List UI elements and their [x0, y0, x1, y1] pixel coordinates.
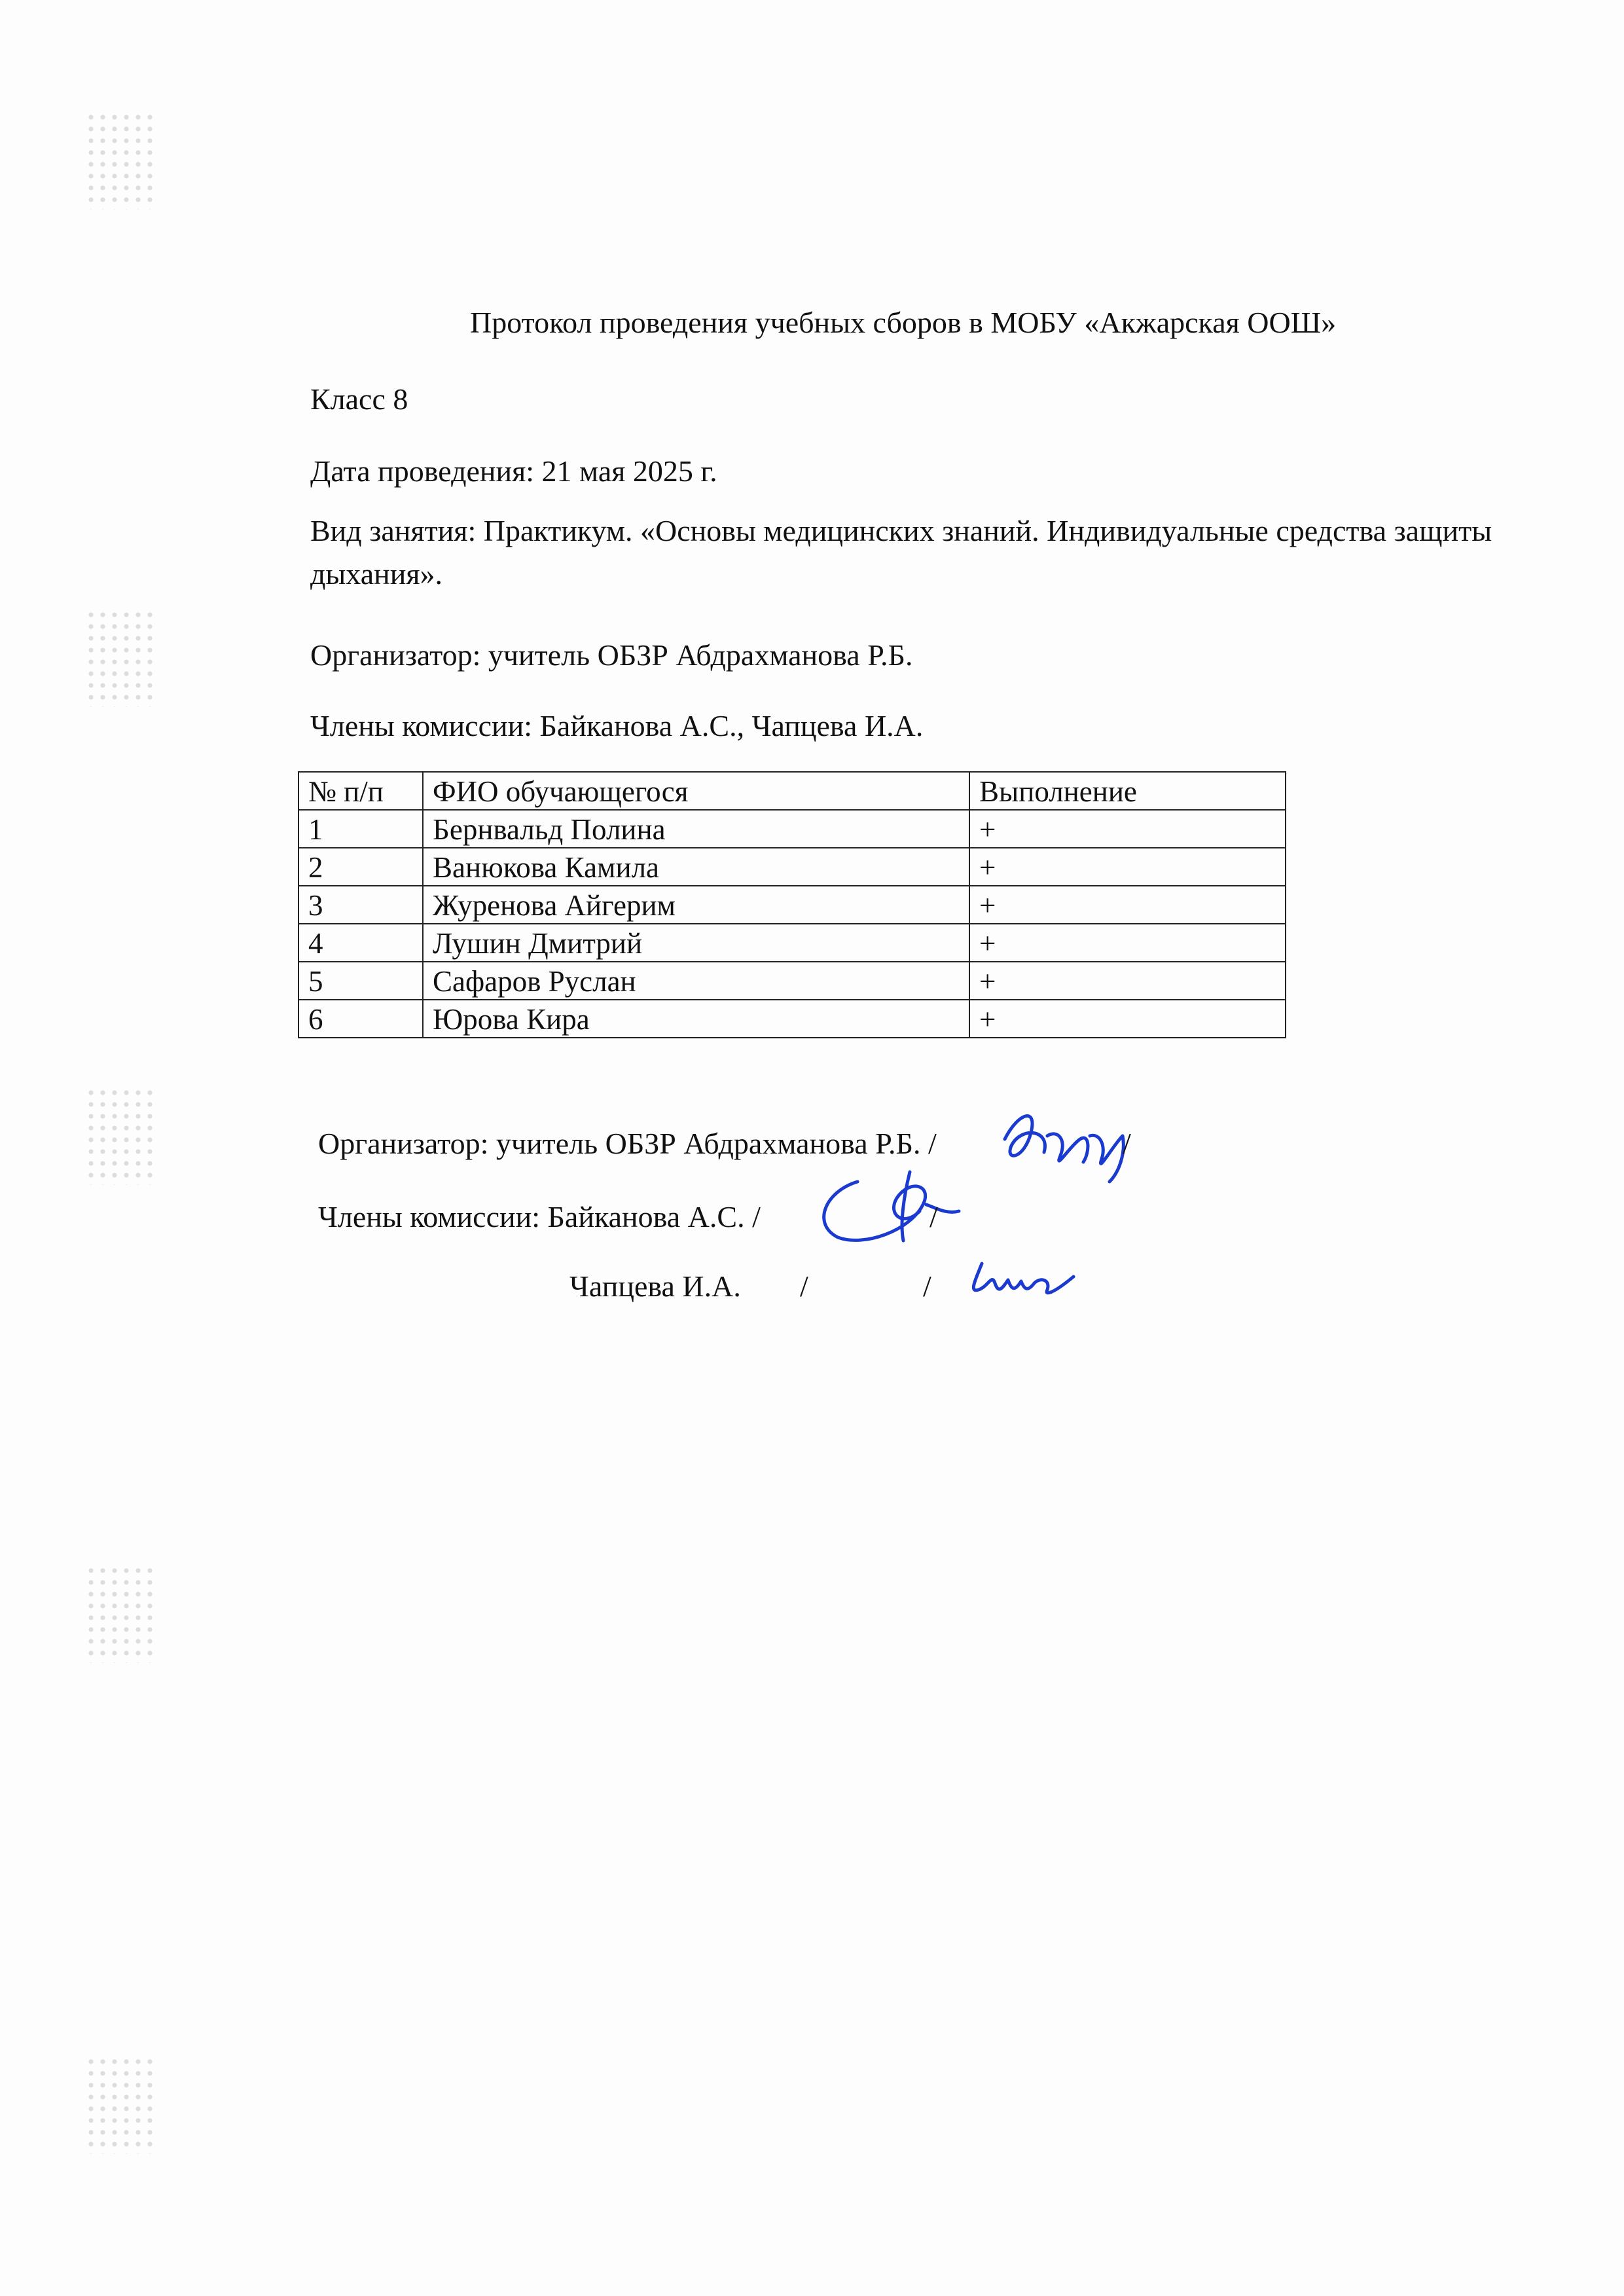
activity-line: Вид занятия: Практикум. «Основы медицинских знаний. Индивидуальные средства защиты дыхания». — [310, 514, 1492, 591]
result-mark: + — [969, 962, 1286, 1000]
header-name: ФИО обучающегося — [423, 772, 969, 810]
result-mark: + — [969, 1000, 1286, 1038]
baikanova-signature — [812, 1165, 969, 1250]
student-name: Лушин Дмитрий — [423, 924, 969, 962]
organizer-signature — [992, 1100, 1136, 1185]
member2-name: Чапцева И.А. — [569, 1269, 741, 1303]
student-name: Юрова Кира — [423, 1000, 969, 1038]
commission-signature-end: / — [929, 1200, 938, 1233]
result-mark: + — [969, 810, 1286, 848]
organizer-line: Организатор: учитель ОБЗР Абдрахманова Р.Б. — [310, 638, 913, 672]
table-row — [298, 962, 1286, 1000]
commission-line: Члены комиссии: Байканова А.С., Чапцева И.А. — [310, 709, 924, 742]
result-mark: + — [969, 924, 1286, 962]
table-row — [298, 924, 1286, 962]
row-number: 6 — [298, 1000, 423, 1038]
table-row — [298, 810, 1286, 848]
table-row — [298, 886, 1286, 924]
chaptseva-signature — [962, 1254, 1087, 1306]
student-name: Журенова Айгерим — [423, 886, 969, 924]
table-row — [298, 1000, 1286, 1038]
table-header-row — [298, 772, 1286, 810]
scan-artifact — [85, 609, 157, 707]
document-title: Протокол проведения учебных сборов в МОБУ «Акжарская ООШ» — [470, 306, 1337, 339]
row-number: 3 — [298, 886, 423, 924]
scan-artifact — [85, 2056, 157, 2154]
organizer-signature-line: Организатор: учитель ОБЗР Абдрахманова Р.Б. / — [318, 1127, 937, 1160]
students-table — [298, 771, 1286, 1038]
organizer-signature-end: / — [1123, 1127, 1131, 1160]
student-name: Бернвальд Полина — [423, 810, 969, 848]
member2-slash-open: / — [800, 1269, 808, 1303]
scan-artifact — [85, 1565, 157, 1663]
date-line: Дата проведения: 21 мая 2025 г. — [310, 454, 717, 488]
student-name: Ванюкова Камила — [423, 848, 969, 886]
scan-artifact — [85, 111, 157, 210]
row-number: 2 — [298, 848, 423, 886]
table-row — [298, 848, 1286, 886]
row-number: 4 — [298, 924, 423, 962]
row-number: 1 — [298, 810, 423, 848]
result-mark: + — [969, 848, 1286, 886]
header-number: № п/п — [298, 772, 423, 810]
member2-slash-close: / — [923, 1269, 931, 1303]
row-number: 5 — [298, 962, 423, 1000]
student-name: Сафаров Руслан — [423, 962, 969, 1000]
scan-artifact — [85, 1087, 157, 1185]
class-line: Класс 8 — [310, 382, 408, 416]
commission-signature-line: Члены комиссии: Байканова А.С. / — [318, 1200, 761, 1233]
result-mark: + — [969, 886, 1286, 924]
header-result: Выполнение — [969, 772, 1286, 810]
